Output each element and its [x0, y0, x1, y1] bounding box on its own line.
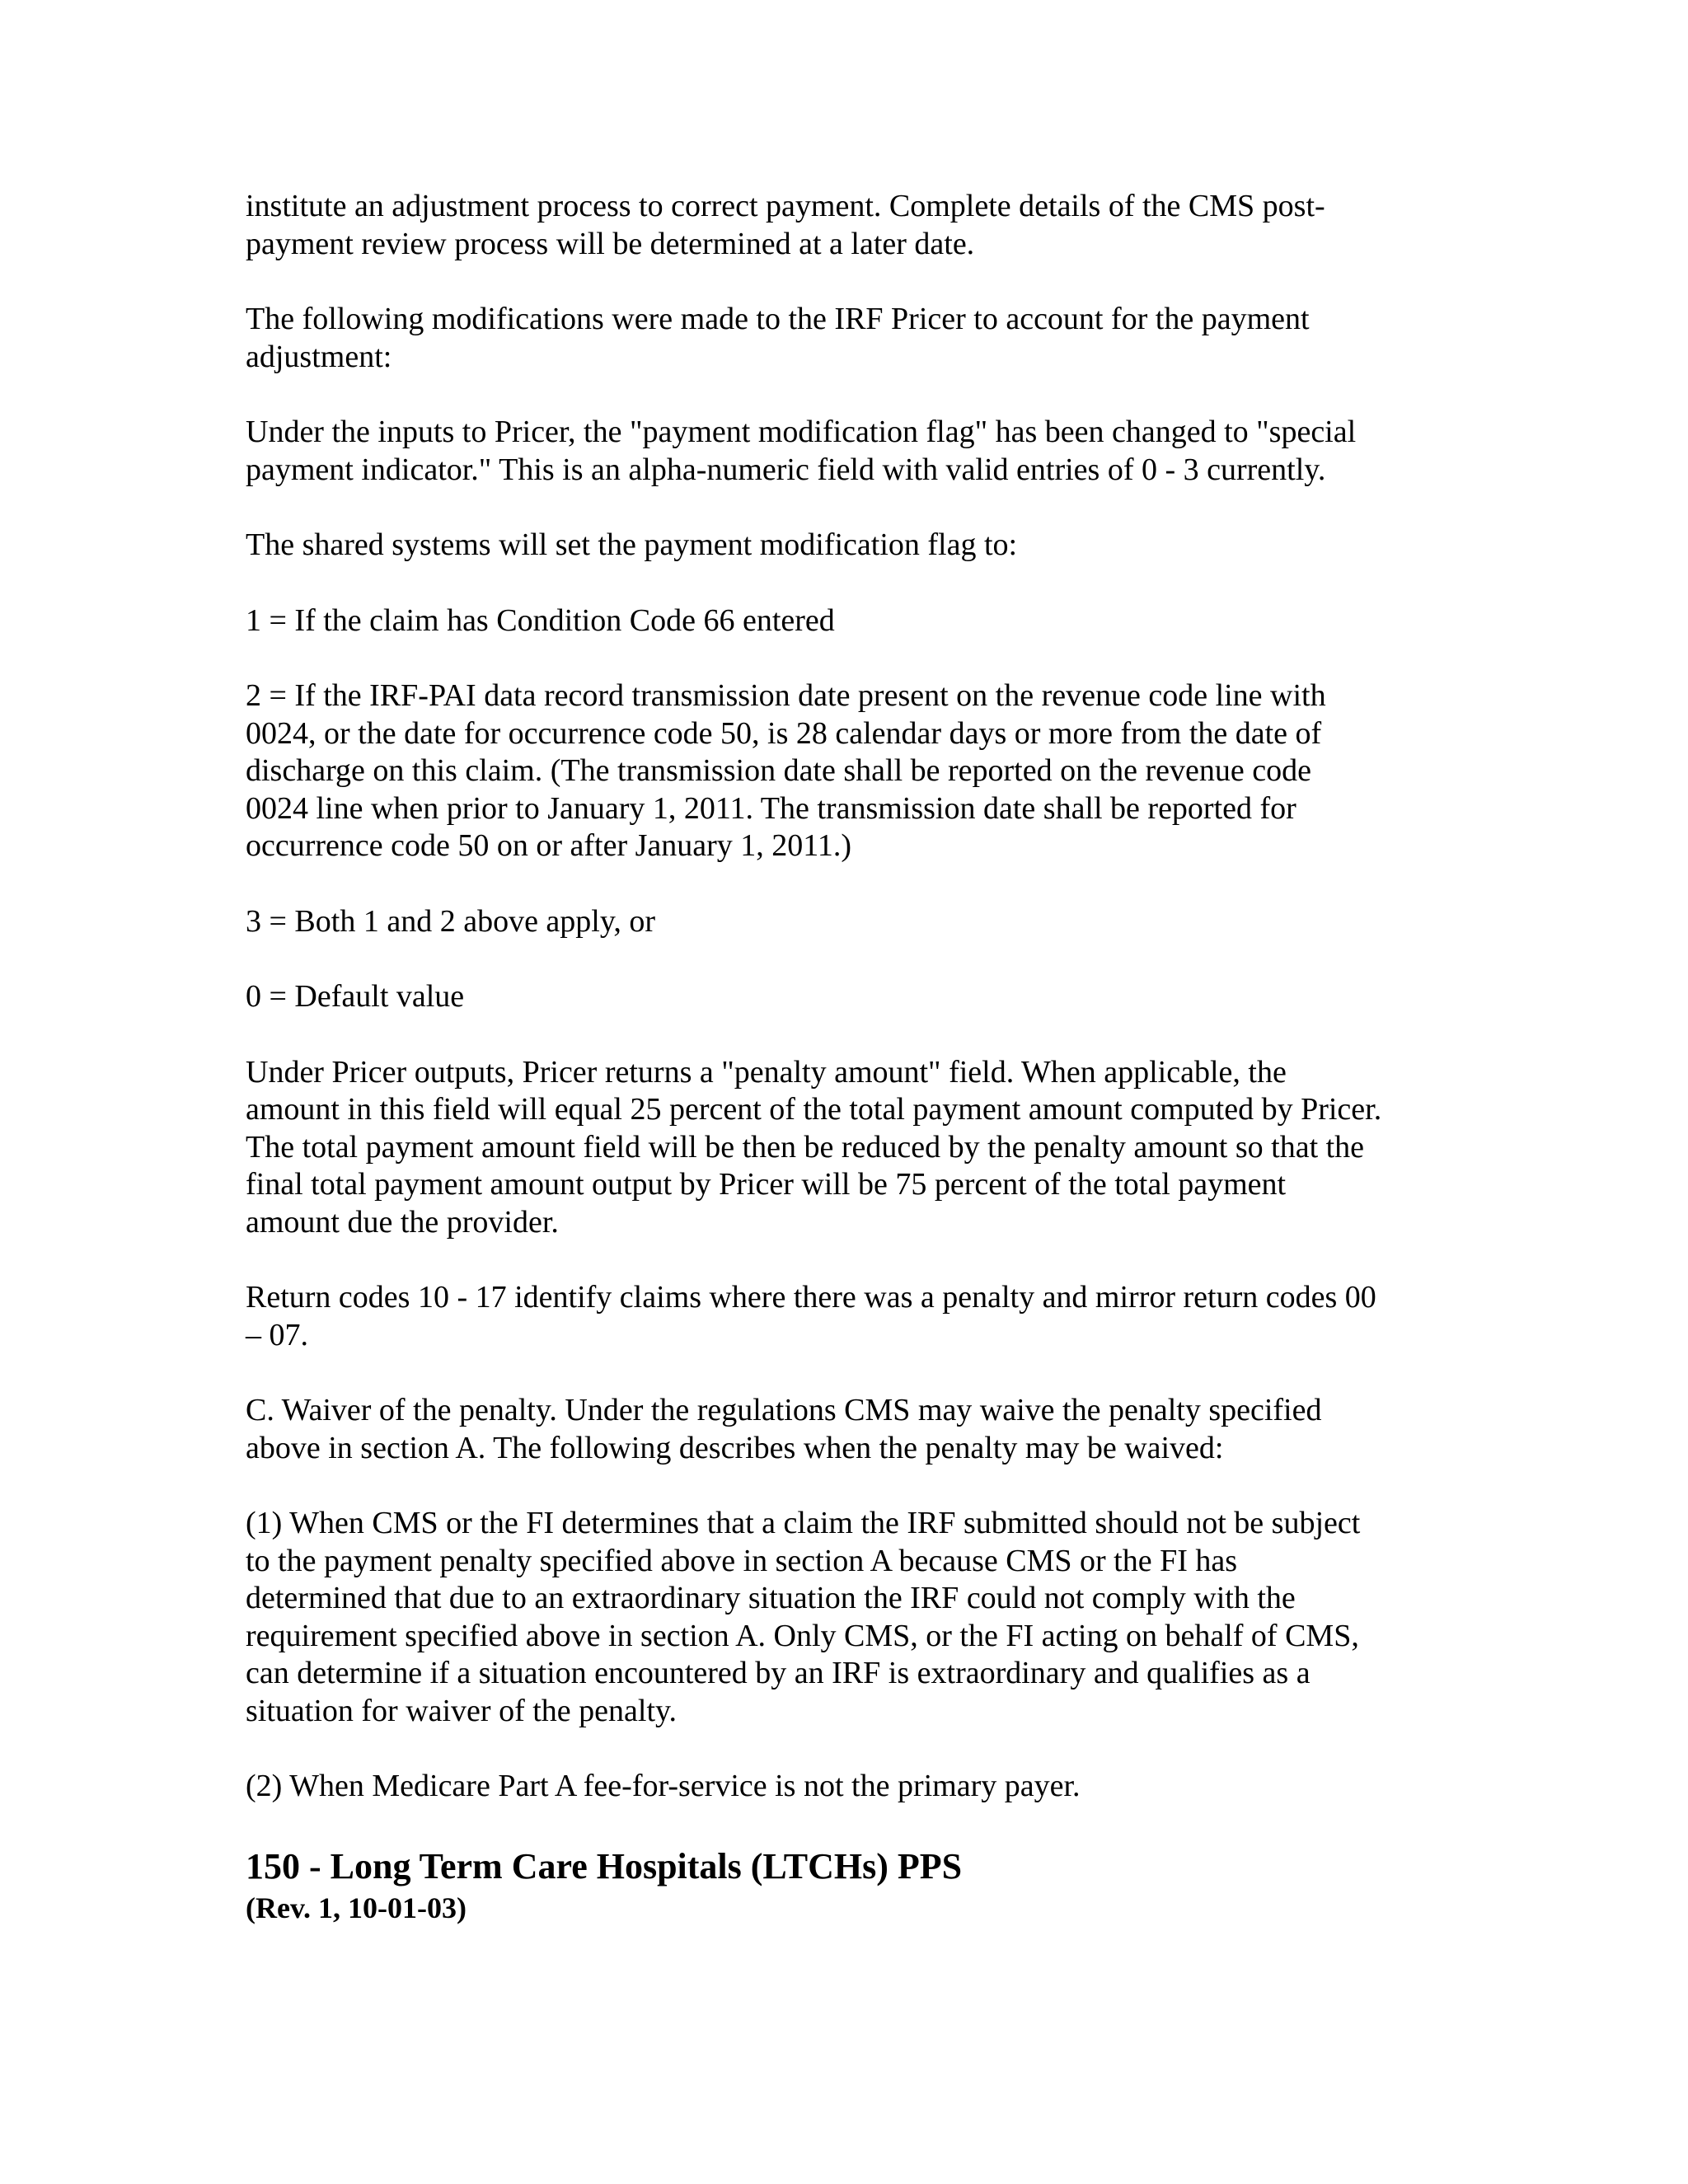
- paragraph-flag-intro: The shared systems will set the payment modification flag to:: [246, 527, 1018, 562]
- paragraph-waiver-intro: C. Waiver of the penalty. Under the regulations CMS may waive the penalty specified above in section A. The following describes when the penalty may be waived:: [246, 1393, 1322, 1465]
- flag-value-2: 2 = If the IRF-PAI data record transmission date present on the revenue code line with 0024, or the date for occurrence code 50, is 28 calendar days or more from the date of discharge on this claim. (The transmission date shall be reported on the revenue code 0024 line when prior to January 1, 2011. The transmission date shall be reported for occurrence code 50 on or after January 1, 2011.): [246, 678, 1326, 863]
- paragraph-pricer-inputs: Under the inputs to Pricer, the "payment modification flag" has been changed to "special payment indicator." This is an alpha-numeric field with valid entries of 0 - 3 currently.: [246, 415, 1357, 487]
- waiver-item-1: (1) When CMS or the FI determines that a claim the IRF submitted should not be subject to the payment penalty specified above in section A because CMS or the FI has determined that due to an extraordinary situation the IRF could not comply with the requirement specified above in section A. Only CMS, or the FI acting on behalf of CMS, can determine if a situation encountered by an IRF is extraordinary and qualifies as a situation for waiver of the penalty.: [246, 1506, 1361, 1728]
- waiver-item-2: (2) When Medicare Part A fee-for-service is not the primary payer.: [246, 1769, 1081, 1803]
- paragraph-modifications-intro: The following modifications were made to the IRF Pricer to account for the payment adjustment:: [246, 302, 1310, 374]
- revision-note: (Rev. 1, 10-01-03): [246, 1891, 467, 1924]
- paragraph-adjustment-process: institute an adjustment process to correct payment. Complete details of the CMS post- payment review process will be determined at a later date.: [246, 189, 1325, 261]
- paragraph-return-codes: Return codes 10 - 17 identify claims where there was a penalty and mirror return codes 00 – 07.: [246, 1280, 1376, 1352]
- flag-value-3: 3 = Both 1 and 2 above apply, or: [246, 903, 656, 939]
- flag-value-0: 0 = Default value: [246, 979, 465, 1014]
- paragraph-pricer-outputs: Under Pricer outputs, Pricer returns a "penalty amount" field. When applicable, the amount in this field will equal 25 percent of the total payment amount computed by Pricer. The total payment amount field will be then be reduced by the penalty amount so that the final total payment amount output by Pricer will be 75 percent of the total payment amount due the provider.: [246, 1054, 1382, 1240]
- flag-value-1: 1 = If the claim has Condition Code 66 entered: [246, 602, 835, 638]
- section-heading: 150 - Long Term Care Hospitals (LTCHs) PPS: [246, 1845, 963, 1886]
- document-page: [246, 188, 1457, 1926]
